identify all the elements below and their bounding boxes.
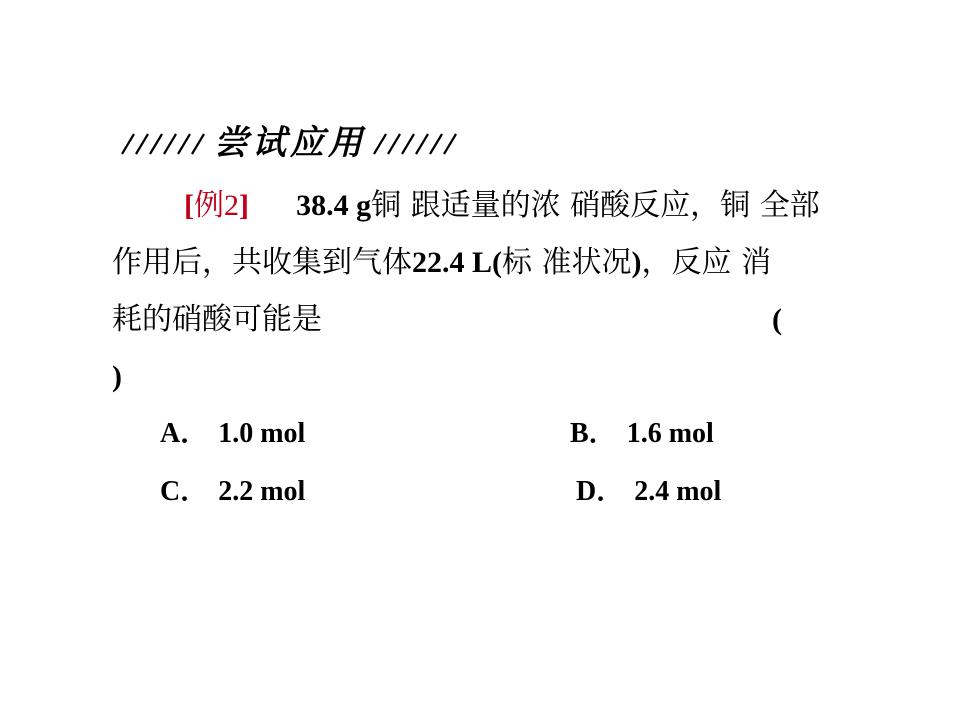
section-header [118,120,462,166]
decorative-stripes-left [118,130,210,156]
decorative-stripes-right [370,130,462,156]
option-b-value: 1.6 mol [626,418,714,449]
option-d[interactable] [576,472,721,512]
option-a[interactable] [160,414,305,454]
question-line-3: 耗的硝酸可能是 [112,302,322,337]
option-a-value: 1.0 mol [218,418,306,449]
option-d-letter: D． [576,476,625,507]
option-b[interactable] [570,414,714,454]
question-line-2: 作用后，共收集到气体22.4 L(标 准状况)，反应 消 [112,245,772,280]
section-title: 尝试应用 [214,123,366,163]
copper-mass: 38.4 g [296,189,372,222]
option-d-value: 2.4 mol [634,476,722,507]
answer-paren-close: ) [112,360,122,393]
option-c-letter: C． [160,476,209,507]
option-a-letter: A． [160,418,209,449]
question-line-1: [例2] 38.4 g铜 跟适量的浓 硝酸反应，铜 全部 [184,188,820,223]
answer-paren-open: ( [772,303,782,336]
option-c-value: 2.2 mol [218,476,306,507]
gas-volume: 22.4 L( [412,246,502,279]
option-c[interactable] [160,472,305,512]
option-b-letter: B． [570,418,617,449]
example-tag: [例2] [184,189,249,222]
